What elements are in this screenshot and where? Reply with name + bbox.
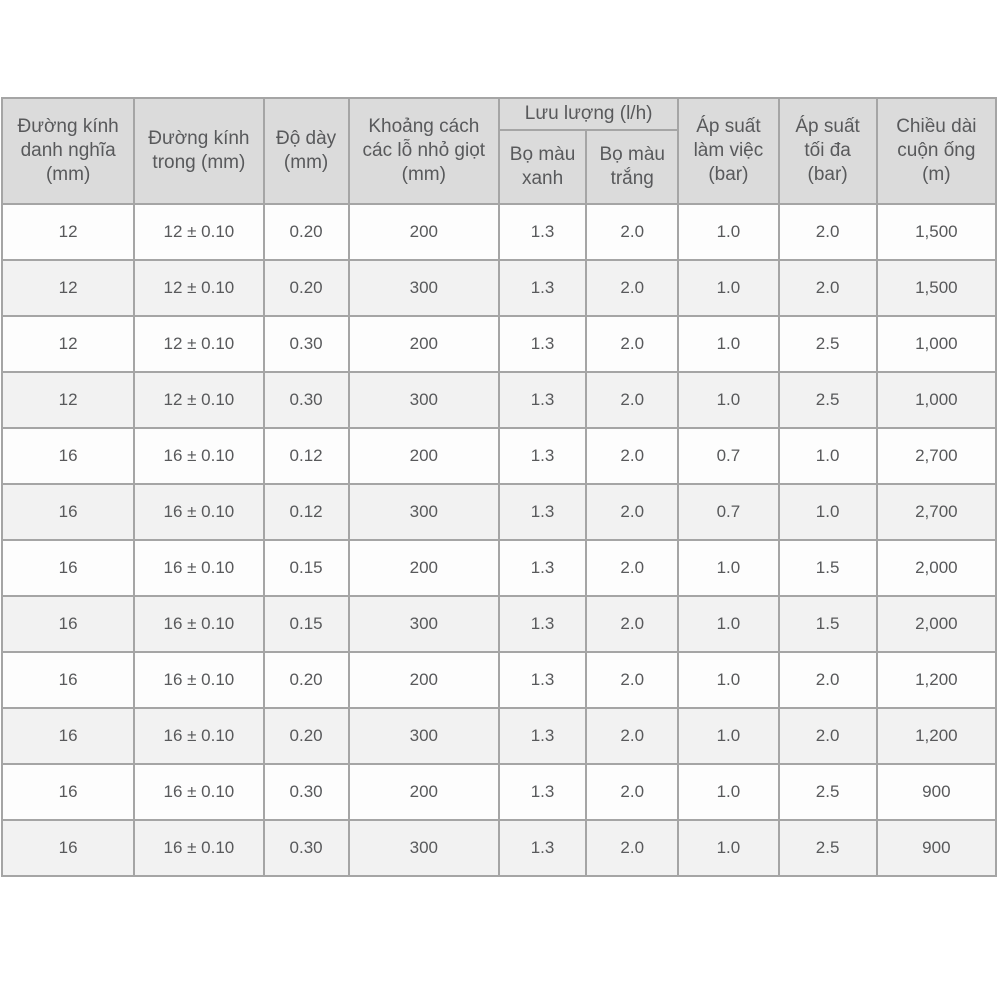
table-cell: 2.0 xyxy=(586,428,678,484)
header-working-pressure: Áp suất làm việc (bar) xyxy=(678,98,778,204)
table-cell: 12 xyxy=(2,316,134,372)
table-cell: 0.7 xyxy=(678,484,778,540)
header-dripper-spacing: Khoảng cách các lỗ nhỏ giọt (mm) xyxy=(349,98,499,204)
table-cell: 200 xyxy=(349,316,499,372)
table-row xyxy=(2,540,996,596)
table-cell: 1.0 xyxy=(779,484,877,540)
table-cell: 2.5 xyxy=(779,764,877,820)
table-row xyxy=(2,764,996,820)
table-cell: 300 xyxy=(349,596,499,652)
table-cell: 2.5 xyxy=(779,316,877,372)
table-cell: 2.0 xyxy=(586,652,678,708)
table-cell: 2,700 xyxy=(877,428,996,484)
header-flow-green: Bọ màu xanh xyxy=(499,130,586,204)
table-cell: 900 xyxy=(877,764,996,820)
table-cell: 1.0 xyxy=(678,372,778,428)
table-cell: 1.0 xyxy=(678,820,778,876)
table-cell: 900 xyxy=(877,820,996,876)
header-flow-group: Lưu lượng (l/h) xyxy=(499,98,678,130)
table-cell: 16 xyxy=(2,596,134,652)
table-cell: 2.0 xyxy=(586,820,678,876)
table-cell: 2.0 xyxy=(779,708,877,764)
table-cell: 0.20 xyxy=(264,260,349,316)
table-cell: 0.30 xyxy=(264,316,349,372)
table-cell: 2.0 xyxy=(586,708,678,764)
table-cell: 0.12 xyxy=(264,484,349,540)
header-nominal-diameter: Đường kính danh nghĩa (mm) xyxy=(2,98,134,204)
table-cell: 1.3 xyxy=(499,260,586,316)
table-cell: 16 ± 0.10 xyxy=(134,428,263,484)
table-header xyxy=(2,98,996,204)
table-cell: 2.0 xyxy=(586,260,678,316)
table-cell: 1.3 xyxy=(499,372,586,428)
table-cell: 1,000 xyxy=(877,372,996,428)
table-cell: 12 xyxy=(2,260,134,316)
table-cell: 0.30 xyxy=(264,764,349,820)
table-cell: 12 ± 0.10 xyxy=(134,260,263,316)
table-cell: 16 ± 0.10 xyxy=(134,484,263,540)
table-cell: 2.0 xyxy=(779,652,877,708)
table-cell: 1.5 xyxy=(779,596,877,652)
header-thickness: Độ dày (mm) xyxy=(264,98,349,204)
table-cell: 1.0 xyxy=(678,204,778,260)
table-row xyxy=(2,652,996,708)
table-cell: 0.20 xyxy=(264,204,349,260)
table-cell: 0.20 xyxy=(264,708,349,764)
table-cell: 16 xyxy=(2,652,134,708)
table-cell: 1.0 xyxy=(678,764,778,820)
table-cell: 2,000 xyxy=(877,596,996,652)
table-cell: 200 xyxy=(349,652,499,708)
drip-tape-spec-table xyxy=(1,97,997,877)
spec-table xyxy=(1,97,997,877)
table-cell: 0.20 xyxy=(264,652,349,708)
table-cell: 0.30 xyxy=(264,372,349,428)
table-row xyxy=(2,428,996,484)
table-cell: 2.5 xyxy=(779,372,877,428)
table-cell: 16 xyxy=(2,484,134,540)
table-cell: 0.7 xyxy=(678,428,778,484)
table-cell: 1.0 xyxy=(678,596,778,652)
table-cell: 2.0 xyxy=(586,764,678,820)
table-cell: 0.15 xyxy=(264,540,349,596)
table-cell: 2.0 xyxy=(586,316,678,372)
table-cell: 1,200 xyxy=(877,708,996,764)
table-cell: 1.5 xyxy=(779,540,877,596)
table-cell: 1.3 xyxy=(499,204,586,260)
table-cell: 16 xyxy=(2,764,134,820)
table-cell: 16 xyxy=(2,428,134,484)
table-cell: 16 ± 0.10 xyxy=(134,596,263,652)
table-cell: 200 xyxy=(349,540,499,596)
table-cell: 2.0 xyxy=(586,204,678,260)
header-inner-diameter: Đường kính trong (mm) xyxy=(134,98,263,204)
table-cell: 2.0 xyxy=(586,372,678,428)
table-cell: 2.5 xyxy=(779,820,877,876)
table-cell: 300 xyxy=(349,820,499,876)
table-row xyxy=(2,204,996,260)
table-cell: 16 ± 0.10 xyxy=(134,820,263,876)
table-cell: 1.0 xyxy=(678,260,778,316)
table-row xyxy=(2,708,996,764)
table-cell: 1.3 xyxy=(499,652,586,708)
table-cell: 1.3 xyxy=(499,820,586,876)
header-row-top xyxy=(2,98,996,130)
table-cell: 1,500 xyxy=(877,204,996,260)
table-cell: 12 ± 0.10 xyxy=(134,204,263,260)
table-cell: 300 xyxy=(349,708,499,764)
table-cell: 1.0 xyxy=(678,316,778,372)
table-cell: 16 xyxy=(2,820,134,876)
table-row xyxy=(2,316,996,372)
table-cell: 12 xyxy=(2,204,134,260)
table-cell: 1.0 xyxy=(678,652,778,708)
header-max-pressure: Áp suất tối đa (bar) xyxy=(779,98,877,204)
table-cell: 2.0 xyxy=(779,204,877,260)
table-cell: 16 xyxy=(2,540,134,596)
table-body xyxy=(2,204,996,876)
table-row xyxy=(2,372,996,428)
table-cell: 1.0 xyxy=(678,708,778,764)
table-cell: 300 xyxy=(349,260,499,316)
table-cell: 0.30 xyxy=(264,820,349,876)
table-cell: 200 xyxy=(349,204,499,260)
table-cell: 200 xyxy=(349,764,499,820)
table-cell: 1,000 xyxy=(877,316,996,372)
table-cell: 1.0 xyxy=(678,540,778,596)
table-cell: 1.3 xyxy=(499,484,586,540)
table-cell: 300 xyxy=(349,372,499,428)
table-row xyxy=(2,484,996,540)
table-cell: 1.0 xyxy=(779,428,877,484)
header-flow-white: Bọ màu trắng xyxy=(586,130,678,204)
table-cell: 300 xyxy=(349,484,499,540)
table-cell: 1.3 xyxy=(499,540,586,596)
table-cell: 16 xyxy=(2,708,134,764)
table-cell: 200 xyxy=(349,428,499,484)
table-cell: 1.3 xyxy=(499,428,586,484)
table-cell: 2.0 xyxy=(586,596,678,652)
header-roll-length: Chiều dài cuộn ống (m) xyxy=(877,98,996,204)
table-cell: 2.0 xyxy=(779,260,877,316)
table-cell: 2,700 xyxy=(877,484,996,540)
table-cell: 1.3 xyxy=(499,764,586,820)
table-cell: 2,000 xyxy=(877,540,996,596)
table-cell: 0.15 xyxy=(264,596,349,652)
table-cell: 12 ± 0.10 xyxy=(134,372,263,428)
table-cell: 1.3 xyxy=(499,316,586,372)
table-cell: 2.0 xyxy=(586,484,678,540)
table-cell: 16 ± 0.10 xyxy=(134,652,263,708)
table-row xyxy=(2,596,996,652)
table-row xyxy=(2,260,996,316)
table-cell: 1.3 xyxy=(499,708,586,764)
table-cell: 1.3 xyxy=(499,596,586,652)
table-cell: 12 xyxy=(2,372,134,428)
table-cell: 16 ± 0.10 xyxy=(134,708,263,764)
table-cell: 12 ± 0.10 xyxy=(134,316,263,372)
table-row xyxy=(2,820,996,876)
table-cell: 0.12 xyxy=(264,428,349,484)
table-cell: 1,200 xyxy=(877,652,996,708)
table-cell: 16 ± 0.10 xyxy=(134,540,263,596)
table-cell: 16 ± 0.10 xyxy=(134,764,263,820)
table-cell: 2.0 xyxy=(586,540,678,596)
table-cell: 1,500 xyxy=(877,260,996,316)
